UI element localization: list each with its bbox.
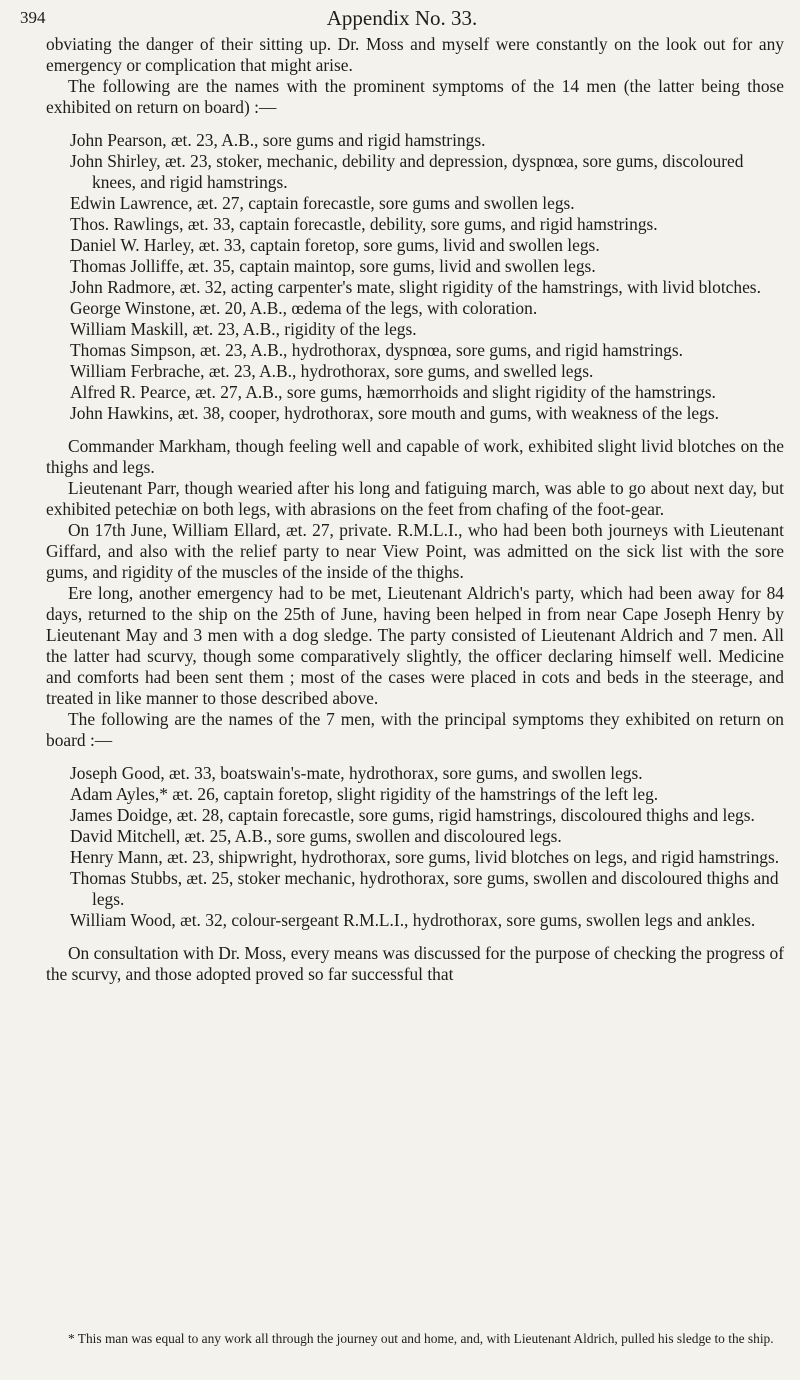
list-item: William Maskill, æt. 23, A.B., rigidity of the legs. [70,319,417,339]
paragraph-markham: Commander Markham, though feeling well and capable of work, exhibited slight livid blotches on the thighs and legs. [46,436,784,477]
list-item: Adam Ayles,* æt. 26, captain foretop, slight rigidity of the hamstrings of the left leg. [70,784,659,804]
body-text [46,34,784,985]
running-head: Appendix No. 33. [326,6,478,30]
list-item: John Hawkins, æt. 38, cooper, hydrothorax, sore mouth and gums, with weakness of the legs. [70,403,719,423]
list-item: Thomas Simpson, æt. 23, A.B., hydrothorax, dyspnœa, sore gums, and rigid hamstrings. [70,340,683,360]
list-item: Edwin Lawrence, æt. 27, captain forecastle, sore gums and swollen legs. [70,193,575,213]
paragraph-ellard: On 17th June, William Ellard, æt. 27, private. R.M.L.I., who had been both journeys with Lieutenant Giffard, and also with the relief party to near View Point, was admitted on the sick list with the sore gums, and rigidity of the muscles of the inside of the thighs. [46,520,784,582]
list-item: George Winstone, æt. 20, A.B., œdema of the legs, with coloration. [70,298,538,318]
footnote-text: * This man was equal to any work all through the journey out and home, and, with Lieutenant Aldrich, pulled his sledge to the ship. [68,1331,774,1346]
paragraph-aldrich-party: Ere long, another emergency had to be met, Lieutenant Aldrich's party, which had been away for 84 days, returned to the ship on the 25th of June, having been helped in from near Cape Joseph Henry by Lieutenant May and 3 men with a dog sledge. The party consisted of Lieutenant Aldrich and 7 men. All the latter had scurvy, though some comparatively slightly, the officer declaring himself well. Medicine and comforts had been sent them ; most of the cases were placed in cots and beds in the steerage, and treated in like manner to those described above. [46,583,784,708]
footnote [46,1330,784,1347]
list-item: Thos. Rawlings, æt. 33, captain forecastle, debility, sore gums, and rigid hamstrings. [70,214,658,234]
list-item: Thomas Jolliffe, æt. 35, captain maintop, sore gums, livid and swollen legs. [70,256,596,276]
list-item: Daniel W. Harley, æt. 33, captain foretop, sore gums, livid and swollen legs. [70,235,600,255]
page-header [20,6,784,32]
list-item: William Wood, æt. 32, colour-sergeant R.M.L.I., hydrothorax, sore gums, swollen legs and ankles. [70,910,756,930]
list-item: Henry Mann, æt. 23, shipwright, hydrothorax, sore gums, livid blotches on legs, and rigid hamstrings. [70,847,780,867]
list-item: William Ferbrache, æt. 23, A.B., hydrothorax, sore gums, and swelled legs. [70,361,594,381]
list-item: Joseph Good, æt. 33, boatswain's-mate, hydrothorax, sore gums, and swollen legs. [70,763,643,783]
list-item: John Pearson, æt. 23, A.B., sore gums and rigid hamstrings. [70,130,486,150]
list-item: John Shirley, æt. 23, stoker, mechanic, debility and depression, dyspnœa, sore gums, discoloured knees, and rigid hamstrings. [70,151,744,192]
list-item: David Mitchell, æt. 25, A.B., sore gums, swollen and discoloured legs. [70,826,562,846]
list-item: Alfred R. Pearce, æt. 27, A.B., sore gums, hæmorrhoids and slight rigidity of the hamstrings. [70,382,716,402]
list-item: Thomas Stubbs, æt. 25, stoker mechanic, hydrothorax, sore gums, swollen and discoloured thighs and legs. [70,868,779,909]
patient-list-fourteen [70,130,784,424]
paragraph-intro-list: The following are the names with the prominent symptoms of the 14 men (the latter being those exhibited on return on board) :— [46,76,784,117]
paragraph-parr: Lieutenant Parr, though wearied after his long and fatiguing march, was able to go about next day, but exhibited petechiæ on both legs, with abrasions on the feet from chafing of the foot-gear. [46,478,784,519]
patient-list-seven [70,763,784,931]
paragraph-intro-seven: The following are the names of the 7 men, with the principal symptoms they exhibited on return on board :— [46,709,784,750]
paragraph-consultation: On consultation with Dr. Moss, every means was discussed for the purpose of checking the progress of the scurvy, and those adopted proved so far successful that [46,943,784,984]
list-item: James Doidge, æt. 28, captain forecastle, sore gums, rigid hamstrings, discoloured thighs and legs. [70,805,755,825]
page-number: 394 [20,8,46,27]
list-item: John Radmore, æt. 32, acting carpenter's mate, slight rigidity of the hamstrings, with livid blotches. [70,277,761,297]
paragraph-opening: obviating the danger of their sitting up. Dr. Moss and myself were constantly on the look out for any emergency or complication that might arise. [46,34,784,75]
